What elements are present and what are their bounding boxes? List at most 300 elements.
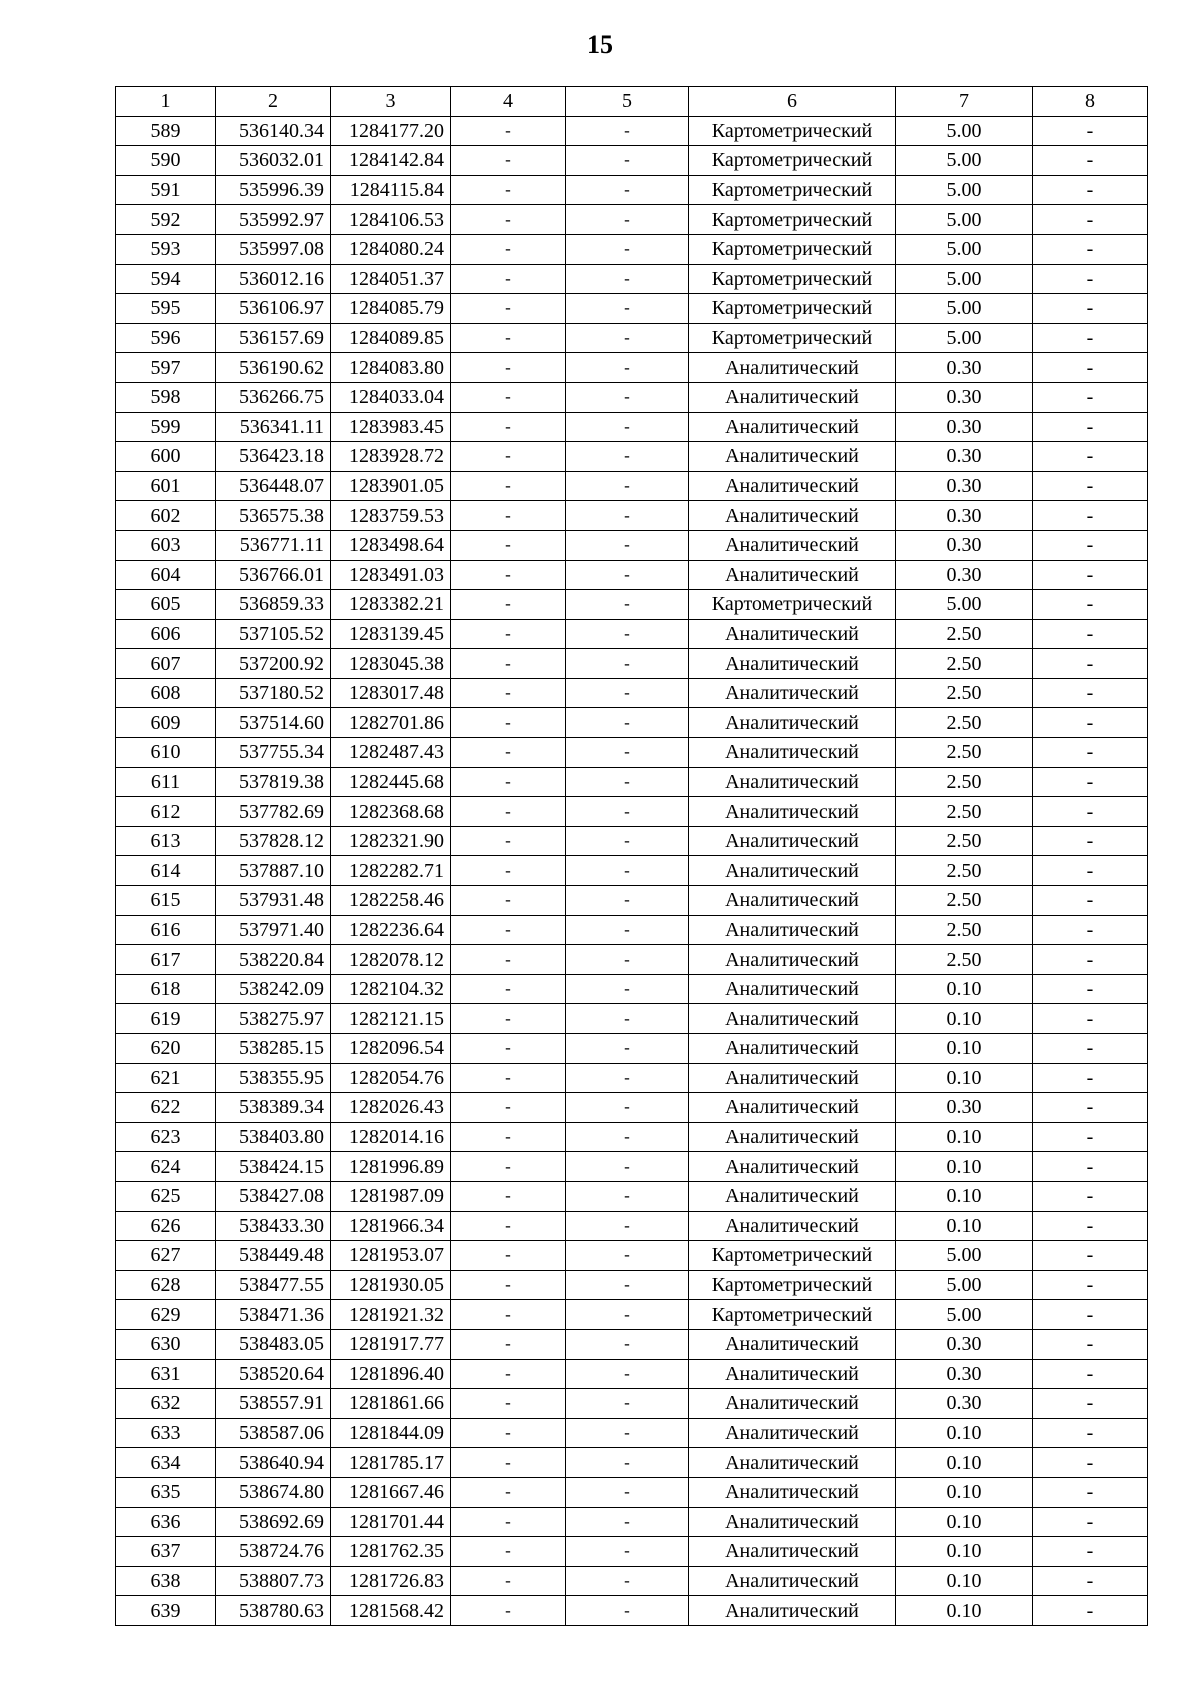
method-cell: Картометрический <box>689 1300 896 1330</box>
col-5-value-cell: - <box>566 205 689 235</box>
col-4-value-cell: - <box>451 1477 566 1507</box>
table-row <box>116 294 1148 324</box>
x-coordinate-cell: 538427.08 <box>216 1181 331 1211</box>
col-5-value-cell: - <box>566 323 689 353</box>
col-4-value-cell: - <box>451 1241 566 1271</box>
col-5-value-cell: - <box>566 738 689 768</box>
col-8-value-cell: - <box>1033 1507 1148 1537</box>
accuracy-cell: 2.50 <box>896 886 1033 916</box>
col-8-value-cell: - <box>1033 1004 1148 1034</box>
accuracy-cell: 0.30 <box>896 1329 1033 1359</box>
accuracy-cell: 2.50 <box>896 649 1033 679</box>
method-cell: Аналитический <box>689 1211 896 1241</box>
col-4-value-cell: - <box>451 1063 566 1093</box>
accuracy-cell: 0.10 <box>896 1004 1033 1034</box>
col-5-value-cell: - <box>566 471 689 501</box>
column-header: 7 <box>896 87 1033 117</box>
point-number-cell: 639 <box>116 1596 216 1626</box>
method-cell: Аналитический <box>689 1537 896 1567</box>
x-coordinate-cell: 538355.95 <box>216 1063 331 1093</box>
col-5-value-cell: - <box>566 1211 689 1241</box>
method-cell: Аналитический <box>689 826 896 856</box>
accuracy-cell: 5.00 <box>896 116 1033 146</box>
col-8-value-cell: - <box>1033 382 1148 412</box>
accuracy-cell: 2.50 <box>896 797 1033 827</box>
x-coordinate-cell: 536859.33 <box>216 590 331 620</box>
col-5-value-cell: - <box>566 1093 689 1123</box>
col-4-value-cell: - <box>451 1300 566 1330</box>
x-coordinate-cell: 538483.05 <box>216 1329 331 1359</box>
table-row <box>116 146 1148 176</box>
col-8-value-cell: - <box>1033 1241 1148 1271</box>
point-number-cell: 601 <box>116 471 216 501</box>
col-8-value-cell: - <box>1033 294 1148 324</box>
y-coordinate-cell: 1282104.32 <box>331 974 451 1004</box>
col-5-value-cell: - <box>566 1329 689 1359</box>
col-4-value-cell: - <box>451 294 566 324</box>
col-5-value-cell: - <box>566 264 689 294</box>
point-number-cell: 623 <box>116 1122 216 1152</box>
method-cell: Картометрический <box>689 1270 896 1300</box>
y-coordinate-cell: 1283382.21 <box>331 590 451 620</box>
col-4-value-cell: - <box>451 856 566 886</box>
y-coordinate-cell: 1281930.05 <box>331 1270 451 1300</box>
y-coordinate-cell: 1284115.84 <box>331 175 451 205</box>
method-cell: Картометрический <box>689 205 896 235</box>
x-coordinate-cell: 538724.76 <box>216 1537 331 1567</box>
method-cell: Аналитический <box>689 1389 896 1419</box>
accuracy-cell: 0.10 <box>896 1181 1033 1211</box>
accuracy-cell: 0.10 <box>896 1063 1033 1093</box>
col-8-value-cell: - <box>1033 1122 1148 1152</box>
col-8-value-cell: - <box>1033 146 1148 176</box>
accuracy-cell: 5.00 <box>896 264 1033 294</box>
y-coordinate-cell: 1281966.34 <box>331 1211 451 1241</box>
accuracy-cell: 5.00 <box>896 205 1033 235</box>
col-5-value-cell: - <box>566 1537 689 1567</box>
table-row <box>116 1034 1148 1064</box>
col-5-value-cell: - <box>566 678 689 708</box>
col-8-value-cell: - <box>1033 974 1148 1004</box>
accuracy-cell: 0.10 <box>896 1477 1033 1507</box>
accuracy-cell: 5.00 <box>896 234 1033 264</box>
method-cell: Аналитический <box>689 738 896 768</box>
page-number: 15 <box>587 30 613 59</box>
col-4-value-cell: - <box>451 619 566 649</box>
col-4-value-cell: - <box>451 264 566 294</box>
y-coordinate-cell: 1283759.53 <box>331 501 451 531</box>
x-coordinate-cell: 536575.38 <box>216 501 331 531</box>
col-5-value-cell: - <box>566 1418 689 1448</box>
method-cell: Картометрический <box>689 234 896 264</box>
table-row <box>116 1122 1148 1152</box>
y-coordinate-cell: 1281762.35 <box>331 1537 451 1567</box>
col-5-value-cell: - <box>566 1122 689 1152</box>
col-8-value-cell: - <box>1033 264 1148 294</box>
method-cell: Аналитический <box>689 1063 896 1093</box>
point-number-cell: 592 <box>116 205 216 235</box>
col-8-value-cell: - <box>1033 234 1148 264</box>
col-5-value-cell: - <box>566 1507 689 1537</box>
column-header: 3 <box>331 87 451 117</box>
col-5-value-cell: - <box>566 412 689 442</box>
point-number-cell: 618 <box>116 974 216 1004</box>
col-8-value-cell: - <box>1033 1596 1148 1626</box>
col-8-value-cell: - <box>1033 560 1148 590</box>
y-coordinate-cell: 1282236.64 <box>331 915 451 945</box>
x-coordinate-cell: 536448.07 <box>216 471 331 501</box>
col-4-value-cell: - <box>451 146 566 176</box>
table-row <box>116 1004 1148 1034</box>
x-coordinate-cell: 537105.52 <box>216 619 331 649</box>
point-number-cell: 608 <box>116 678 216 708</box>
x-coordinate-cell: 537819.38 <box>216 767 331 797</box>
col-4-value-cell: - <box>451 382 566 412</box>
col-5-value-cell: - <box>566 767 689 797</box>
point-number-cell: 598 <box>116 382 216 412</box>
method-cell: Картометрический <box>689 175 896 205</box>
method-cell: Картометрический <box>689 294 896 324</box>
col-8-value-cell: - <box>1033 1300 1148 1330</box>
col-8-value-cell: - <box>1033 826 1148 856</box>
y-coordinate-cell: 1283983.45 <box>331 412 451 442</box>
point-number-cell: 629 <box>116 1300 216 1330</box>
y-coordinate-cell: 1283901.05 <box>331 471 451 501</box>
column-header: 1 <box>116 87 216 117</box>
method-cell: Аналитический <box>689 501 896 531</box>
col-5-value-cell: - <box>566 530 689 560</box>
y-coordinate-cell: 1281861.66 <box>331 1389 451 1419</box>
x-coordinate-cell: 538449.48 <box>216 1241 331 1271</box>
point-number-cell: 614 <box>116 856 216 886</box>
method-cell: Аналитический <box>689 442 896 472</box>
coordinates-table <box>115 86 1148 1626</box>
method-cell: Аналитический <box>689 1566 896 1596</box>
x-coordinate-cell: 536157.69 <box>216 323 331 353</box>
table-row <box>116 1181 1148 1211</box>
col-4-value-cell: - <box>451 1507 566 1537</box>
accuracy-cell: 0.30 <box>896 412 1033 442</box>
point-number-cell: 600 <box>116 442 216 472</box>
col-4-value-cell: - <box>451 649 566 679</box>
accuracy-cell: 0.10 <box>896 1034 1033 1064</box>
y-coordinate-cell: 1282054.76 <box>331 1063 451 1093</box>
x-coordinate-cell: 536266.75 <box>216 382 331 412</box>
x-coordinate-cell: 538433.30 <box>216 1211 331 1241</box>
point-number-cell: 634 <box>116 1448 216 1478</box>
col-4-value-cell: - <box>451 797 566 827</box>
col-8-value-cell: - <box>1033 649 1148 679</box>
accuracy-cell: 2.50 <box>896 856 1033 886</box>
method-cell: Аналитический <box>689 1034 896 1064</box>
table-row <box>116 1359 1148 1389</box>
accuracy-cell: 0.30 <box>896 353 1033 383</box>
y-coordinate-cell: 1284080.24 <box>331 234 451 264</box>
point-number-cell: 610 <box>116 738 216 768</box>
x-coordinate-cell: 538640.94 <box>216 1448 331 1478</box>
y-coordinate-cell: 1282078.12 <box>331 945 451 975</box>
col-8-value-cell: - <box>1033 1566 1148 1596</box>
point-number-cell: 620 <box>116 1034 216 1064</box>
table-row <box>116 530 1148 560</box>
col-4-value-cell: - <box>451 1418 566 1448</box>
method-cell: Аналитический <box>689 915 896 945</box>
y-coordinate-cell: 1282121.15 <box>331 1004 451 1034</box>
accuracy-cell: 0.30 <box>896 442 1033 472</box>
x-coordinate-cell: 537755.34 <box>216 738 331 768</box>
method-cell: Аналитический <box>689 678 896 708</box>
col-8-value-cell: - <box>1033 886 1148 916</box>
point-number-cell: 626 <box>116 1211 216 1241</box>
x-coordinate-cell: 535997.08 <box>216 234 331 264</box>
method-cell: Аналитический <box>689 353 896 383</box>
point-number-cell: 631 <box>116 1359 216 1389</box>
col-4-value-cell: - <box>451 353 566 383</box>
x-coordinate-cell: 536140.34 <box>216 116 331 146</box>
x-coordinate-cell: 536341.11 <box>216 412 331 442</box>
y-coordinate-cell: 1282321.90 <box>331 826 451 856</box>
table-row <box>116 442 1148 472</box>
table-row <box>116 1152 1148 1182</box>
y-coordinate-cell: 1284051.37 <box>331 264 451 294</box>
col-4-value-cell: - <box>451 175 566 205</box>
col-8-value-cell: - <box>1033 619 1148 649</box>
col-5-value-cell: - <box>566 915 689 945</box>
method-cell: Аналитический <box>689 560 896 590</box>
col-5-value-cell: - <box>566 294 689 324</box>
col-5-value-cell: - <box>566 442 689 472</box>
method-cell: Аналитический <box>689 1122 896 1152</box>
point-number-cell: 628 <box>116 1270 216 1300</box>
table-row <box>116 501 1148 531</box>
table-row <box>116 649 1148 679</box>
table-row <box>116 560 1148 590</box>
x-coordinate-cell: 538275.97 <box>216 1004 331 1034</box>
method-cell: Аналитический <box>689 1152 896 1182</box>
method-cell: Аналитический <box>689 767 896 797</box>
table-row <box>116 471 1148 501</box>
table-row <box>116 1211 1148 1241</box>
y-coordinate-cell: 1282096.54 <box>331 1034 451 1064</box>
method-cell: Аналитический <box>689 1181 896 1211</box>
col-4-value-cell: - <box>451 234 566 264</box>
col-4-value-cell: - <box>451 205 566 235</box>
col-4-value-cell: - <box>451 1566 566 1596</box>
col-8-value-cell: - <box>1033 1329 1148 1359</box>
accuracy-cell: 0.30 <box>896 530 1033 560</box>
x-coordinate-cell: 537514.60 <box>216 708 331 738</box>
point-number-cell: 613 <box>116 826 216 856</box>
table-row <box>116 1389 1148 1419</box>
method-cell: Аналитический <box>689 856 896 886</box>
col-4-value-cell: - <box>451 1389 566 1419</box>
col-5-value-cell: - <box>566 382 689 412</box>
point-number-cell: 612 <box>116 797 216 827</box>
x-coordinate-cell: 538674.80 <box>216 1477 331 1507</box>
point-number-cell: 638 <box>116 1566 216 1596</box>
method-cell: Картометрический <box>689 264 896 294</box>
point-number-cell: 589 <box>116 116 216 146</box>
table-row <box>116 264 1148 294</box>
x-coordinate-cell: 538587.06 <box>216 1418 331 1448</box>
table-row <box>116 1448 1148 1478</box>
col-4-value-cell: - <box>451 767 566 797</box>
x-coordinate-cell: 537971.40 <box>216 915 331 945</box>
accuracy-cell: 2.50 <box>896 767 1033 797</box>
x-coordinate-cell: 538389.34 <box>216 1093 331 1123</box>
col-8-value-cell: - <box>1033 915 1148 945</box>
col-4-value-cell: - <box>451 945 566 975</box>
accuracy-cell: 5.00 <box>896 590 1033 620</box>
x-coordinate-cell: 538424.15 <box>216 1152 331 1182</box>
x-coordinate-cell: 536766.01 <box>216 560 331 590</box>
point-number-cell: 593 <box>116 234 216 264</box>
y-coordinate-cell: 1283017.48 <box>331 678 451 708</box>
col-5-value-cell: - <box>566 1566 689 1596</box>
point-number-cell: 615 <box>116 886 216 916</box>
col-4-value-cell: - <box>451 442 566 472</box>
y-coordinate-cell: 1281921.32 <box>331 1300 451 1330</box>
col-5-value-cell: - <box>566 797 689 827</box>
x-coordinate-cell: 535996.39 <box>216 175 331 205</box>
x-coordinate-cell: 538242.09 <box>216 974 331 1004</box>
method-cell: Картометрический <box>689 590 896 620</box>
col-5-value-cell: - <box>566 1152 689 1182</box>
y-coordinate-cell: 1284089.85 <box>331 323 451 353</box>
col-5-value-cell: - <box>566 1004 689 1034</box>
col-8-value-cell: - <box>1033 323 1148 353</box>
col-8-value-cell: - <box>1033 767 1148 797</box>
accuracy-cell: 2.50 <box>896 708 1033 738</box>
point-number-cell: 603 <box>116 530 216 560</box>
x-coordinate-cell: 538477.55 <box>216 1270 331 1300</box>
point-number-cell: 605 <box>116 590 216 620</box>
col-8-value-cell: - <box>1033 1181 1148 1211</box>
accuracy-cell: 2.50 <box>896 678 1033 708</box>
col-4-value-cell: - <box>451 1034 566 1064</box>
col-8-value-cell: - <box>1033 1418 1148 1448</box>
accuracy-cell: 0.10 <box>896 974 1033 1004</box>
col-5-value-cell: - <box>566 590 689 620</box>
method-cell: Аналитический <box>689 1329 896 1359</box>
col-4-value-cell: - <box>451 1152 566 1182</box>
col-5-value-cell: - <box>566 1181 689 1211</box>
x-coordinate-cell: 538520.64 <box>216 1359 331 1389</box>
accuracy-cell: 5.00 <box>896 1300 1033 1330</box>
y-coordinate-cell: 1284083.80 <box>331 353 451 383</box>
method-cell: Аналитический <box>689 708 896 738</box>
col-5-value-cell: - <box>566 1241 689 1271</box>
col-5-value-cell: - <box>566 234 689 264</box>
accuracy-cell: 0.10 <box>896 1418 1033 1448</box>
table-row <box>116 412 1148 442</box>
col-4-value-cell: - <box>451 1181 566 1211</box>
y-coordinate-cell: 1282026.43 <box>331 1093 451 1123</box>
method-cell: Аналитический <box>689 797 896 827</box>
table-row <box>116 1063 1148 1093</box>
accuracy-cell: 2.50 <box>896 915 1033 945</box>
col-8-value-cell: - <box>1033 471 1148 501</box>
y-coordinate-cell: 1281701.44 <box>331 1507 451 1537</box>
accuracy-cell: 0.10 <box>896 1537 1033 1567</box>
y-coordinate-cell: 1283045.38 <box>331 649 451 679</box>
x-coordinate-cell: 535992.97 <box>216 205 331 235</box>
accuracy-cell: 0.30 <box>896 382 1033 412</box>
method-cell: Аналитический <box>689 1359 896 1389</box>
x-coordinate-cell: 538285.15 <box>216 1034 331 1064</box>
accuracy-cell: 0.10 <box>896 1507 1033 1537</box>
x-coordinate-cell: 537180.52 <box>216 678 331 708</box>
accuracy-cell: 0.10 <box>896 1211 1033 1241</box>
point-number-cell: 604 <box>116 560 216 590</box>
y-coordinate-cell: 1281568.42 <box>331 1596 451 1626</box>
y-coordinate-cell: 1284106.53 <box>331 205 451 235</box>
y-coordinate-cell: 1281785.17 <box>331 1448 451 1478</box>
table-row <box>116 175 1148 205</box>
col-4-value-cell: - <box>451 738 566 768</box>
accuracy-cell: 0.10 <box>896 1122 1033 1152</box>
col-4-value-cell: - <box>451 826 566 856</box>
accuracy-cell: 0.30 <box>896 1389 1033 1419</box>
col-8-value-cell: - <box>1033 1477 1148 1507</box>
method-cell: Аналитический <box>689 974 896 1004</box>
x-coordinate-cell: 537828.12 <box>216 826 331 856</box>
col-8-value-cell: - <box>1033 1270 1148 1300</box>
accuracy-cell: 5.00 <box>896 146 1033 176</box>
point-number-cell: 595 <box>116 294 216 324</box>
method-cell: Аналитический <box>689 1093 896 1123</box>
col-4-value-cell: - <box>451 590 566 620</box>
table-row <box>116 205 1148 235</box>
col-5-value-cell: - <box>566 886 689 916</box>
col-4-value-cell: - <box>451 1596 566 1626</box>
col-4-value-cell: - <box>451 886 566 916</box>
col-4-value-cell: - <box>451 530 566 560</box>
table-row <box>116 826 1148 856</box>
table-row <box>116 886 1148 916</box>
y-coordinate-cell: 1281667.46 <box>331 1477 451 1507</box>
col-8-value-cell: - <box>1033 1211 1148 1241</box>
method-cell: Аналитический <box>689 530 896 560</box>
table-row <box>116 678 1148 708</box>
method-cell: Аналитический <box>689 1596 896 1626</box>
table-row <box>116 323 1148 353</box>
y-coordinate-cell: 1281996.89 <box>331 1152 451 1182</box>
accuracy-cell: 0.30 <box>896 560 1033 590</box>
col-8-value-cell: - <box>1033 1537 1148 1567</box>
col-8-value-cell: - <box>1033 1093 1148 1123</box>
method-cell: Аналитический <box>689 1418 896 1448</box>
point-number-cell: 591 <box>116 175 216 205</box>
table-row <box>116 1477 1148 1507</box>
col-4-value-cell: - <box>451 1448 566 1478</box>
col-4-value-cell: - <box>451 1211 566 1241</box>
accuracy-cell: 0.30 <box>896 501 1033 531</box>
table-row <box>116 1566 1148 1596</box>
method-cell: Аналитический <box>689 1477 896 1507</box>
col-8-value-cell: - <box>1033 708 1148 738</box>
y-coordinate-cell: 1284085.79 <box>331 294 451 324</box>
method-cell: Картометрический <box>689 323 896 353</box>
table-row <box>116 915 1148 945</box>
col-8-value-cell: - <box>1033 353 1148 383</box>
method-cell: Картометрический <box>689 116 896 146</box>
col-8-value-cell: - <box>1033 1448 1148 1478</box>
col-8-value-cell: - <box>1033 442 1148 472</box>
col-5-value-cell: - <box>566 649 689 679</box>
col-4-value-cell: - <box>451 560 566 590</box>
y-coordinate-cell: 1282445.68 <box>331 767 451 797</box>
